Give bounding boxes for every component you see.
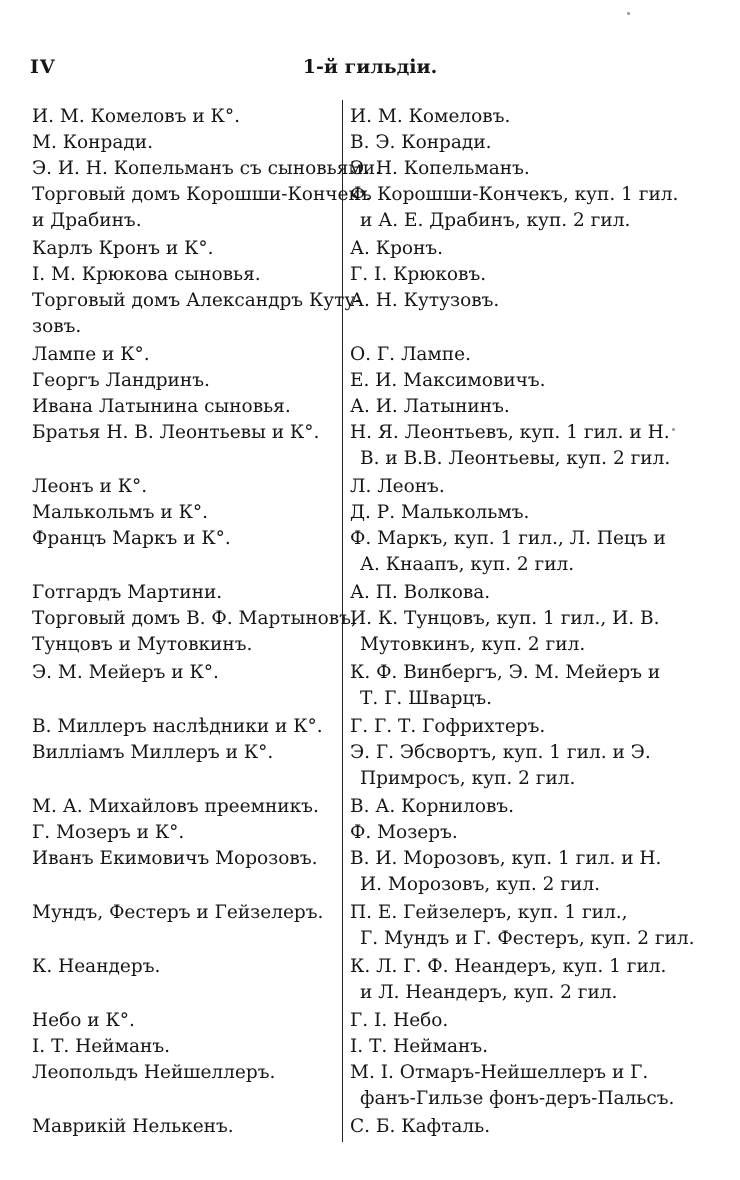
firm-entry [32,104,240,130]
owner-entry-line: Ф. Корошши-Кончекъ, куп. 1 гил. [350,184,679,205]
firm-entry [32,182,372,234]
owner-entry-line: В. и В.В. Леонтьевы, куп. 2 гил. [360,448,671,469]
firm-entry [32,794,319,820]
owner-entry-line: А. Кнаапъ, куп. 2 гил. [360,554,575,575]
owner-entry [350,954,666,1006]
firm-entry-line: Братья Н. В. Леонтьевы и К°. [32,422,320,443]
owner-entry [350,394,510,420]
owner-entry [350,1060,674,1112]
owner-entry [350,474,445,500]
owner-entry-line: Примросъ, куп. 2 гил. [360,768,576,789]
owner-entry-line: В. А. Корниловъ. [350,796,515,817]
owner-entry [350,262,486,288]
firm-entry-line: Г. Мозеръ и К°. [32,822,185,843]
firm-entry-line: Небо и К°. [32,1010,135,1031]
owner-entry [350,526,666,578]
firm-entry-line: Карлъ Кронъ и К°. [32,238,214,259]
firm-entry-line: и Драбинъ. [32,210,142,231]
owner-entry [350,846,661,898]
owner-entry [350,900,695,952]
owner-entry [350,740,651,792]
owner-entry-line: К. Ф. Винбергъ, Э. М. Мейеръ и [350,662,661,683]
firm-entry [32,236,214,262]
owner-entry-line: А. Н. Кутузовъ. [350,290,500,311]
owner-entry [350,794,514,820]
firm-entry-line: Торговый домъ Александръ Куту- [32,290,362,311]
owner-entry [350,606,660,658]
firm-entry [32,288,362,340]
owner-entry-line: Е. И. Максимовичъ. [350,370,546,391]
firm-entry-line: Маврикій Нелькенъ. [32,1116,234,1137]
owner-entry-line: Л. Леонъ. [350,476,445,497]
owner-entry [350,104,510,130]
firm-entry [32,262,261,288]
firm-entry-line: Ивана Латынина сыновья. [32,396,291,417]
firm-entry [32,1060,275,1086]
owner-entry-line: А. П. Волкова. [350,582,491,603]
firm-entry [32,342,150,368]
firm-entry [32,1008,135,1034]
owner-entry-line: С. Б. Кафталь. [350,1116,491,1137]
owner-entry-line: О. Г. Лампе. [350,344,471,365]
firm-entry-line: И. М. Комеловъ и К°. [32,106,241,127]
owner-entry-line: І. Т. Нейманъ. [350,1036,488,1057]
owner-entry [350,156,530,182]
firm-entry-line: М. Конради. [32,132,153,153]
owner-entry-line: И. Морозовъ, куп. 2 гил. [360,874,600,895]
owner-entry-line: И. М. Комеловъ. [350,106,511,127]
owner-entry [350,342,471,368]
owner-entry [350,130,492,156]
firm-entry-line: М. А. Михайловъ преемникъ. [32,796,319,817]
owner-entry-line: М. І. Отмаръ-Нейшеллеръ и Г. [350,1062,649,1083]
owner-entry-line: Ф. Маркъ, куп. 1 гил., Л. Пецъ и [350,528,666,549]
owner-entry-line: Г. І. Небо. [350,1010,449,1031]
firm-entry [32,474,147,500]
owner-entry-line: Д. Р. Малькольмъ. [350,502,530,523]
owner-entry [350,660,660,712]
firm-entry-line: Малькольмъ и К°. [32,502,209,523]
firm-entry-line: зовъ. [32,316,82,337]
firm-entry-line: Э. И. Н. Копельманъ съ сыновьями. [32,158,381,179]
owner-entry-line: Э. Г. Эбсвортъ, куп. 1 гил. и Э. [350,742,651,763]
firm-entry [32,1034,170,1060]
firm-entry [32,846,317,872]
firm-entry-line: Э. М. Мейеръ и К°. [32,662,219,683]
firm-entry-line: Георгъ Ландринъ. [32,370,210,391]
owner-entry-line: В. Э. Конради. [350,132,492,153]
owner-entry-line: и Л. Неандеръ, куп. 2 гил. [360,982,618,1003]
firm-entry-line: В. Миллеръ наслѣдники и К°. [32,716,323,737]
firm-entry-line: Иванъ Екимовичъ Морозовъ. [32,848,318,869]
owner-entry-line: И. К. Тунцовъ, куп. 1 гил., И. В. [350,608,660,629]
owner-entry-line: фанъ-Гильзе фонъ-деръ-Пальсъ. [360,1088,675,1109]
firm-entry-line: Готгардъ Мартини. [32,582,223,603]
owner-entry [350,1008,448,1034]
owner-entry [350,714,545,740]
owner-entry [350,182,678,234]
owner-entry-line: Т. Г. Шварцъ. [360,688,493,709]
firm-entry [32,580,222,606]
firm-entry [32,394,291,420]
firm-entry-line: Торговый домъ Корошши-Кончекъ [32,184,372,205]
firm-entry-line: Мундъ, Фестеръ и Гейзелеръ. [32,902,324,923]
firm-entry [32,156,381,182]
owner-entry [350,820,458,846]
paper-speck [672,428,675,431]
firm-entry [32,1114,234,1140]
paper-speck [627,12,630,15]
firm-entry-line: Леонъ и К°. [32,476,148,497]
firm-entry [32,714,323,740]
owner-entry-line: Г. І. Крюковъ. [350,264,487,285]
owner-entry-line: В. И. Морозовъ, куп. 1 гил. и Н. [350,848,662,869]
firm-entry [32,420,319,446]
firm-entry [32,368,210,394]
firm-entry-line: К. Неандеръ. [32,956,161,977]
owner-entry-line: П. Е. Гейзелеръ, куп. 1 гил., [350,902,628,923]
owner-entry-line: Г. Мундъ и Г. Фестеръ, куп. 2 гил. [360,928,695,949]
firm-entry [32,526,231,552]
firm-entry [32,660,219,686]
firm-entry [32,606,357,658]
owner-entry-line: Н. Я. Леонтьевъ, куп. 1 гил. и Н. [350,422,670,443]
firm-entry [32,954,160,980]
firm-entry [32,130,153,156]
firm-entry-line: Лампе и К°. [32,344,150,365]
owner-entry-line: Г. Г. Т. Гофрихтеръ. [350,716,546,737]
owner-entry-line: Мутовкинъ, куп. 2 гил. [360,634,586,655]
owner-entry-line: и А. Е. Драбинъ, куп. 2 гил. [360,210,631,231]
firm-entry-line: Леопольдъ Нейшеллеръ. [32,1062,276,1083]
firm-entry-line: І. М. Крюкова сыновья. [32,264,261,285]
owner-entry [350,1034,488,1060]
owner-entry [350,500,529,526]
owner-entry-line: Ф. Мозеръ. [350,822,458,843]
firm-entry-line: Торговый домъ В. Ф. Мартыновъ, [32,608,357,629]
firm-entry-line: І. Т. Нейманъ. [32,1036,170,1057]
owner-entry-line: А. Кронъ. [350,238,444,259]
owner-entry [350,368,546,394]
owner-entry [350,236,443,262]
firm-entry [32,740,273,766]
owner-entry [350,420,670,472]
firm-entry-line: Вилліамъ Миллеръ и К°. [32,742,274,763]
page-header-title: 1-й гильдіи. [302,56,438,78]
firm-entry [32,500,208,526]
owner-entry [350,288,499,314]
owner-entry [350,580,490,606]
firm-entry-line: Францъ Маркъ и К°. [32,528,231,549]
firm-entry [32,820,184,846]
owner-entry-line: К. Л. Г. Ф. Неандеръ, куп. 1 гил. [350,956,667,977]
owner-entry [350,1114,490,1140]
owner-entry-line: А. И. Латынинъ. [350,396,510,417]
page-number: IV [30,56,56,78]
firm-entry [32,900,323,926]
firm-entry-line: Тунцовъ и Мутовкинъ. [32,634,253,655]
owner-entry-line: Э. Н. Копельманъ. [350,158,530,179]
